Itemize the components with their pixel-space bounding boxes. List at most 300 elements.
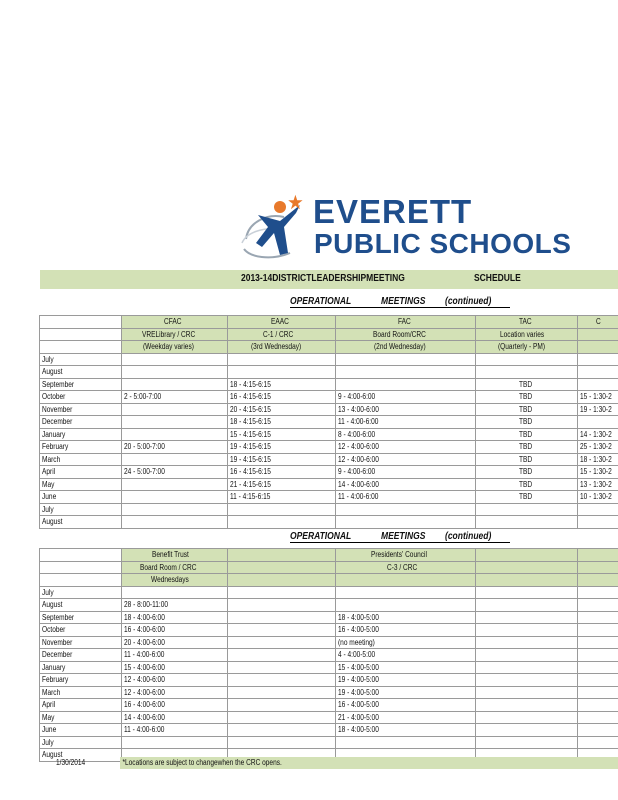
schedule-cell — [476, 611, 578, 624]
month-cell — [40, 736, 122, 749]
cell-value: TBD — [518, 379, 532, 389]
header-cell-text: Location varies — [499, 329, 544, 339]
schedule-cell — [228, 366, 336, 379]
schedule-cell — [578, 649, 618, 662]
month-cell — [40, 353, 122, 366]
schedule-cell — [122, 516, 228, 529]
cell-value: 12 - 4:00-6:00 — [124, 675, 165, 685]
schedule-cell — [122, 586, 228, 599]
table-row — [40, 711, 618, 724]
header-cell — [578, 549, 618, 562]
month-label: July — [42, 354, 54, 364]
schedule-cell — [578, 391, 618, 404]
everett-logo — [240, 193, 572, 263]
table-row — [40, 366, 618, 379]
header-cell-text: CFAC — [163, 317, 182, 327]
header-row — [40, 574, 618, 587]
header-cell — [476, 574, 578, 587]
header-cell-text: C-1 / CRC — [263, 329, 294, 339]
schedule-cell — [122, 453, 228, 466]
schedule-cell — [336, 378, 476, 391]
section1-word-b: MEETINGS — [381, 296, 426, 307]
cell-value: 9 - 4:00-6:00 — [338, 392, 376, 402]
footer-note-text: *Locations are subject to changewhen the CRC opens. — [122, 758, 282, 767]
schedule-cell — [122, 378, 228, 391]
schedule-cell — [336, 353, 476, 366]
schedule-cell — [476, 736, 578, 749]
schedule-cell — [336, 711, 476, 724]
header-cell — [476, 549, 578, 562]
title-bar — [40, 270, 618, 289]
cell-value: 20 - 5:00-7:00 — [124, 442, 165, 452]
schedule-cell — [122, 403, 228, 416]
month-label: August — [42, 367, 63, 377]
schedule-cell — [476, 503, 578, 516]
header-cell-text: (Weekday varies) — [143, 342, 195, 352]
month-label: August — [42, 517, 63, 527]
schedule-cell — [228, 649, 336, 662]
schedule-cell — [476, 636, 578, 649]
month-cell — [40, 711, 122, 724]
logo-line-1: EVERETT — [313, 193, 473, 230]
section2-underline — [290, 542, 510, 543]
cell-value: 15 - 1:30-2 — [580, 392, 612, 402]
section2-word-b: MEETINGS — [381, 531, 426, 542]
month-label: August — [42, 600, 63, 610]
header-cell-text: (3rd Wednesday) — [250, 342, 302, 352]
header-cell-text: C-3 / CRC — [387, 562, 418, 572]
table-row — [40, 649, 618, 662]
schedule-cell — [336, 636, 476, 649]
month-cell — [40, 636, 122, 649]
cell-value: TBD — [518, 492, 532, 502]
header-row — [40, 328, 618, 341]
month-cell — [40, 661, 122, 674]
cell-value: 11 - 4:00-6:00 — [338, 417, 379, 427]
schedule-cell — [336, 516, 476, 529]
header-cell-text: (Quarterly - PM) — [497, 342, 545, 352]
schedule-cell — [578, 491, 618, 504]
table-row — [40, 736, 618, 749]
schedule-cell — [336, 599, 476, 612]
schedule-cell — [228, 403, 336, 416]
footer-note — [120, 757, 618, 769]
header-cell — [476, 561, 578, 574]
schedule-cell — [228, 586, 336, 599]
cell-value: TBD — [518, 454, 532, 464]
month-label: July — [42, 737, 54, 747]
header-cell-text: FAC — [397, 317, 411, 327]
schedule-cell — [476, 428, 578, 441]
schedule-cell — [228, 711, 336, 724]
cell-value: (no meeting) — [338, 637, 375, 647]
cell-value: 4 - 4:00-5:00 — [338, 650, 376, 660]
schedule-cell — [578, 711, 618, 724]
header-cell-text: C — [595, 317, 601, 327]
cell-value: 15 - 4:15-6:15 — [230, 429, 271, 439]
header-cell-text: EAAC — [270, 317, 289, 327]
cell-value: 19 - 4:00-5:00 — [338, 675, 379, 685]
cell-value: TBD — [518, 417, 532, 427]
header-blank-cell — [40, 316, 122, 329]
schedule-cell — [578, 478, 618, 491]
schedule-cell — [336, 453, 476, 466]
cell-value: 18 - 4:15-6:15 — [230, 417, 271, 427]
schedule-cell — [476, 466, 578, 479]
cell-value: 14 - 4:00-6:00 — [124, 712, 165, 722]
month-cell — [40, 453, 122, 466]
cell-value: 13 - 4:00-6:00 — [338, 404, 379, 414]
schedule-cell — [578, 441, 618, 454]
schedule-cell — [476, 416, 578, 429]
month-label: April — [42, 700, 56, 710]
schedule-cell — [122, 649, 228, 662]
cell-value: 20 - 4:15-6:15 — [230, 404, 271, 414]
schedule-cell — [228, 453, 336, 466]
header-cell — [228, 549, 336, 562]
schedule-cell — [578, 586, 618, 599]
schedule-cell — [336, 699, 476, 712]
cell-value: 18 - 4:00-6:00 — [124, 612, 165, 622]
schedule-cell — [228, 624, 336, 637]
header-row — [40, 341, 618, 354]
cell-value: 11 - 4:15-6:15 — [230, 492, 271, 502]
schedule-cell — [122, 636, 228, 649]
header-blank-cell — [40, 549, 122, 562]
header-cell — [578, 561, 618, 574]
month-cell — [40, 611, 122, 624]
schedule-cell — [228, 661, 336, 674]
cell-value: 19 - 1:30-2 — [580, 404, 612, 414]
cell-value: 12 - 4:00-6:00 — [124, 687, 165, 697]
schedule-cell — [228, 611, 336, 624]
schedule-cell — [336, 674, 476, 687]
schedule-cell — [122, 736, 228, 749]
cell-value: 18 - 1:30-2 — [580, 454, 612, 464]
schedule-cell — [578, 416, 618, 429]
table-row — [40, 491, 618, 504]
schedule-cell — [228, 674, 336, 687]
table-row — [40, 353, 618, 366]
month-label: February — [42, 442, 69, 452]
schedule-cell — [578, 736, 618, 749]
schedule-cell — [336, 491, 476, 504]
schedule-cell — [122, 686, 228, 699]
cell-value: 18 - 4:00-5:00 — [338, 725, 379, 735]
header-cell — [228, 328, 336, 341]
schedule-cell — [476, 378, 578, 391]
schedule-cell — [578, 516, 618, 529]
schedule-cell — [122, 599, 228, 612]
cell-value: 11 - 4:00-6:00 — [338, 492, 379, 502]
cell-value: 9 - 4:00-6:00 — [338, 467, 376, 477]
schedule-cell — [578, 366, 618, 379]
schedule-cell — [122, 466, 228, 479]
month-cell — [40, 674, 122, 687]
schedule-cell — [122, 366, 228, 379]
schedule-cell — [122, 661, 228, 674]
schedule-cell — [122, 491, 228, 504]
header-cell — [336, 574, 476, 587]
header-cell — [476, 328, 578, 341]
schedule-cell — [476, 661, 578, 674]
schedule-cell — [476, 453, 578, 466]
header-blank-cell — [40, 341, 122, 354]
schedule-cell — [578, 466, 618, 479]
cell-value: 18 - 4:15-6:15 — [230, 379, 271, 389]
schedule-cell — [578, 661, 618, 674]
table-row — [40, 416, 618, 429]
schedule-cell — [476, 391, 578, 404]
schedule-cell — [476, 586, 578, 599]
header-cell — [122, 549, 228, 562]
header-cell-text: TAC — [518, 317, 532, 327]
schedule-cell — [336, 611, 476, 624]
schedule-cell — [228, 466, 336, 479]
schedule-cell — [476, 674, 578, 687]
schedule-cell — [476, 686, 578, 699]
schedule-cell — [336, 724, 476, 737]
month-cell — [40, 491, 122, 504]
schedule-cell — [578, 699, 618, 712]
cell-value: 12 - 4:00-6:00 — [338, 442, 379, 452]
header-row — [40, 549, 618, 562]
table-row — [40, 428, 618, 441]
header-cell — [228, 316, 336, 329]
cell-value: TBD — [518, 442, 532, 452]
schedule-cell — [122, 674, 228, 687]
schedule-cell — [476, 441, 578, 454]
cell-value: TBD — [518, 429, 532, 439]
table-row — [40, 599, 618, 612]
table-row — [40, 378, 618, 391]
schedule-cell — [228, 416, 336, 429]
header-cell — [228, 561, 336, 574]
cell-value: 16 - 4:15-6:15 — [230, 467, 271, 477]
cell-value: 16 - 4:00-5:00 — [338, 625, 379, 635]
header-cell — [228, 574, 336, 587]
month-cell — [40, 516, 122, 529]
section1-word-c: (continued) — [445, 296, 492, 307]
section2-word-a: OPERATIONAL — [290, 531, 352, 542]
cell-value: 21 - 4:15-6:15 — [230, 479, 271, 489]
month-label: January — [42, 662, 66, 672]
schedule-cell — [476, 599, 578, 612]
cell-value: TBD — [518, 467, 532, 477]
schedule-cell — [122, 441, 228, 454]
cell-value: 16 - 4:15-6:15 — [230, 392, 271, 402]
schedule-cell — [578, 674, 618, 687]
logo-figure-icon — [240, 193, 312, 263]
month-label: September — [42, 379, 75, 389]
month-label: November — [42, 637, 73, 647]
schedule-cell — [122, 624, 228, 637]
header-cell — [476, 341, 578, 354]
schedule-cell — [578, 599, 618, 612]
schedule-cell — [336, 624, 476, 637]
month-cell — [40, 599, 122, 612]
month-cell — [40, 649, 122, 662]
cell-value: 15 - 4:00-6:00 — [124, 662, 165, 672]
header-cell — [122, 561, 228, 574]
cell-value: 25 - 1:30-2 — [580, 442, 612, 452]
table-row — [40, 391, 618, 404]
schedule-cell — [578, 636, 618, 649]
month-cell — [40, 586, 122, 599]
cell-value: TBD — [518, 479, 532, 489]
table-row — [40, 453, 618, 466]
month-cell — [40, 624, 122, 637]
schedule-cell — [228, 428, 336, 441]
month-label: March — [42, 454, 61, 464]
schedule-cell — [476, 366, 578, 379]
month-label: March — [42, 687, 61, 697]
header-cell — [476, 316, 578, 329]
schedule-cell — [476, 711, 578, 724]
schedule-cell — [122, 428, 228, 441]
table-row — [40, 636, 618, 649]
schedule-cell — [228, 516, 336, 529]
cell-value: 12 - 4:00-6:00 — [338, 454, 379, 464]
month-label: May — [42, 479, 55, 489]
table-row — [40, 403, 618, 416]
month-label: June — [42, 725, 57, 735]
schedule-cell — [228, 599, 336, 612]
cell-value: 11 - 4:00-6:00 — [124, 650, 165, 660]
schedule-cell — [476, 624, 578, 637]
cell-value: 15 - 1:30-2 — [580, 467, 612, 477]
month-cell — [40, 466, 122, 479]
cell-value: 2 - 5:00-7:00 — [124, 392, 162, 402]
table-row — [40, 478, 618, 491]
cell-value: TBD — [518, 392, 532, 402]
table-row — [40, 611, 618, 624]
schedule-cell — [228, 503, 336, 516]
table-row — [40, 624, 618, 637]
schedule-cell — [578, 428, 618, 441]
schedule-cell — [228, 378, 336, 391]
schedule-cell — [122, 416, 228, 429]
month-label: August — [42, 750, 63, 760]
schedule-table-2 — [39, 548, 618, 762]
schedule-cell — [336, 416, 476, 429]
schedule-cell — [476, 491, 578, 504]
cell-value: 11 - 4:00-6:00 — [124, 725, 165, 735]
month-label: September — [42, 612, 75, 622]
schedule-cell — [336, 661, 476, 674]
schedule-cell — [122, 478, 228, 491]
month-cell — [40, 503, 122, 516]
cell-value: 18 - 4:00-5:00 — [338, 612, 379, 622]
month-cell — [40, 478, 122, 491]
table-row — [40, 516, 618, 529]
header-cell — [578, 574, 618, 587]
cell-value: 16 - 4:00-6:00 — [124, 625, 165, 635]
table-row — [40, 441, 618, 454]
cell-value: 8 - 4:00-6:00 — [338, 429, 376, 439]
month-label: December — [42, 417, 73, 427]
header-cell-text: (2nd Wednesday) — [374, 342, 426, 352]
title-right: SCHEDULE — [474, 273, 521, 284]
month-label: December — [42, 650, 73, 660]
header-cell-text: Wednesdays — [151, 575, 190, 585]
schedule-cell — [122, 711, 228, 724]
schedule-cell — [476, 516, 578, 529]
schedule-cell — [336, 428, 476, 441]
cell-value: 19 - 4:15-6:15 — [230, 454, 271, 464]
schedule-table-1 — [39, 315, 618, 529]
schedule-cell — [578, 686, 618, 699]
table-row — [40, 661, 618, 674]
month-label: July — [42, 587, 54, 597]
section1-underline — [290, 307, 510, 308]
month-label: November — [42, 404, 73, 414]
header-cell — [578, 316, 618, 329]
cell-value: 24 - 5:00-7:00 — [124, 467, 165, 477]
schedule-cell — [578, 378, 618, 391]
month-cell — [40, 416, 122, 429]
month-cell — [40, 428, 122, 441]
header-cell — [336, 549, 476, 562]
month-cell — [40, 403, 122, 416]
schedule-cell — [336, 391, 476, 404]
cell-value: 19 - 4:15-6:15 — [230, 442, 271, 452]
table-row — [40, 674, 618, 687]
header-cell — [122, 328, 228, 341]
month-label: July — [42, 504, 54, 514]
table-row — [40, 503, 618, 516]
cell-value: 16 - 4:00-6:00 — [124, 700, 165, 710]
header-cell-text: Board Room/CRC — [373, 329, 427, 339]
header-cell-text: Presidents' Council — [371, 550, 428, 560]
schedule-cell — [476, 478, 578, 491]
month-cell — [40, 699, 122, 712]
schedule-cell — [578, 353, 618, 366]
schedule-cell — [228, 491, 336, 504]
schedule-cell — [122, 724, 228, 737]
schedule-cell — [228, 699, 336, 712]
cell-value: 16 - 4:00-5:00 — [338, 700, 379, 710]
header-cell — [122, 574, 228, 587]
schedule-cell — [228, 353, 336, 366]
header-cell — [122, 341, 228, 354]
schedule-cell — [578, 403, 618, 416]
header-cell — [336, 316, 476, 329]
month-cell — [40, 366, 122, 379]
schedule-cell — [122, 353, 228, 366]
schedule-cell — [578, 503, 618, 516]
schedule-cell — [578, 453, 618, 466]
month-label: October — [42, 625, 66, 635]
cell-value: 15 - 4:00-5:00 — [338, 662, 379, 672]
header-blank-cell — [40, 574, 122, 587]
schedule-cell — [336, 478, 476, 491]
schedule-cell — [476, 724, 578, 737]
schedule-cell — [578, 611, 618, 624]
table-row — [40, 586, 618, 599]
header-blank-cell — [40, 561, 122, 574]
schedule-cell — [336, 466, 476, 479]
schedule-cell — [228, 724, 336, 737]
month-label: January — [42, 429, 66, 439]
month-cell — [40, 391, 122, 404]
schedule-cell — [228, 736, 336, 749]
schedule-cell — [578, 724, 618, 737]
section1-word-a: OPERATIONAL — [290, 296, 352, 307]
schedule-cell — [336, 586, 476, 599]
cell-value: 14 - 4:00-6:00 — [338, 479, 379, 489]
header-cell-text: Benefit Trust — [152, 550, 189, 560]
